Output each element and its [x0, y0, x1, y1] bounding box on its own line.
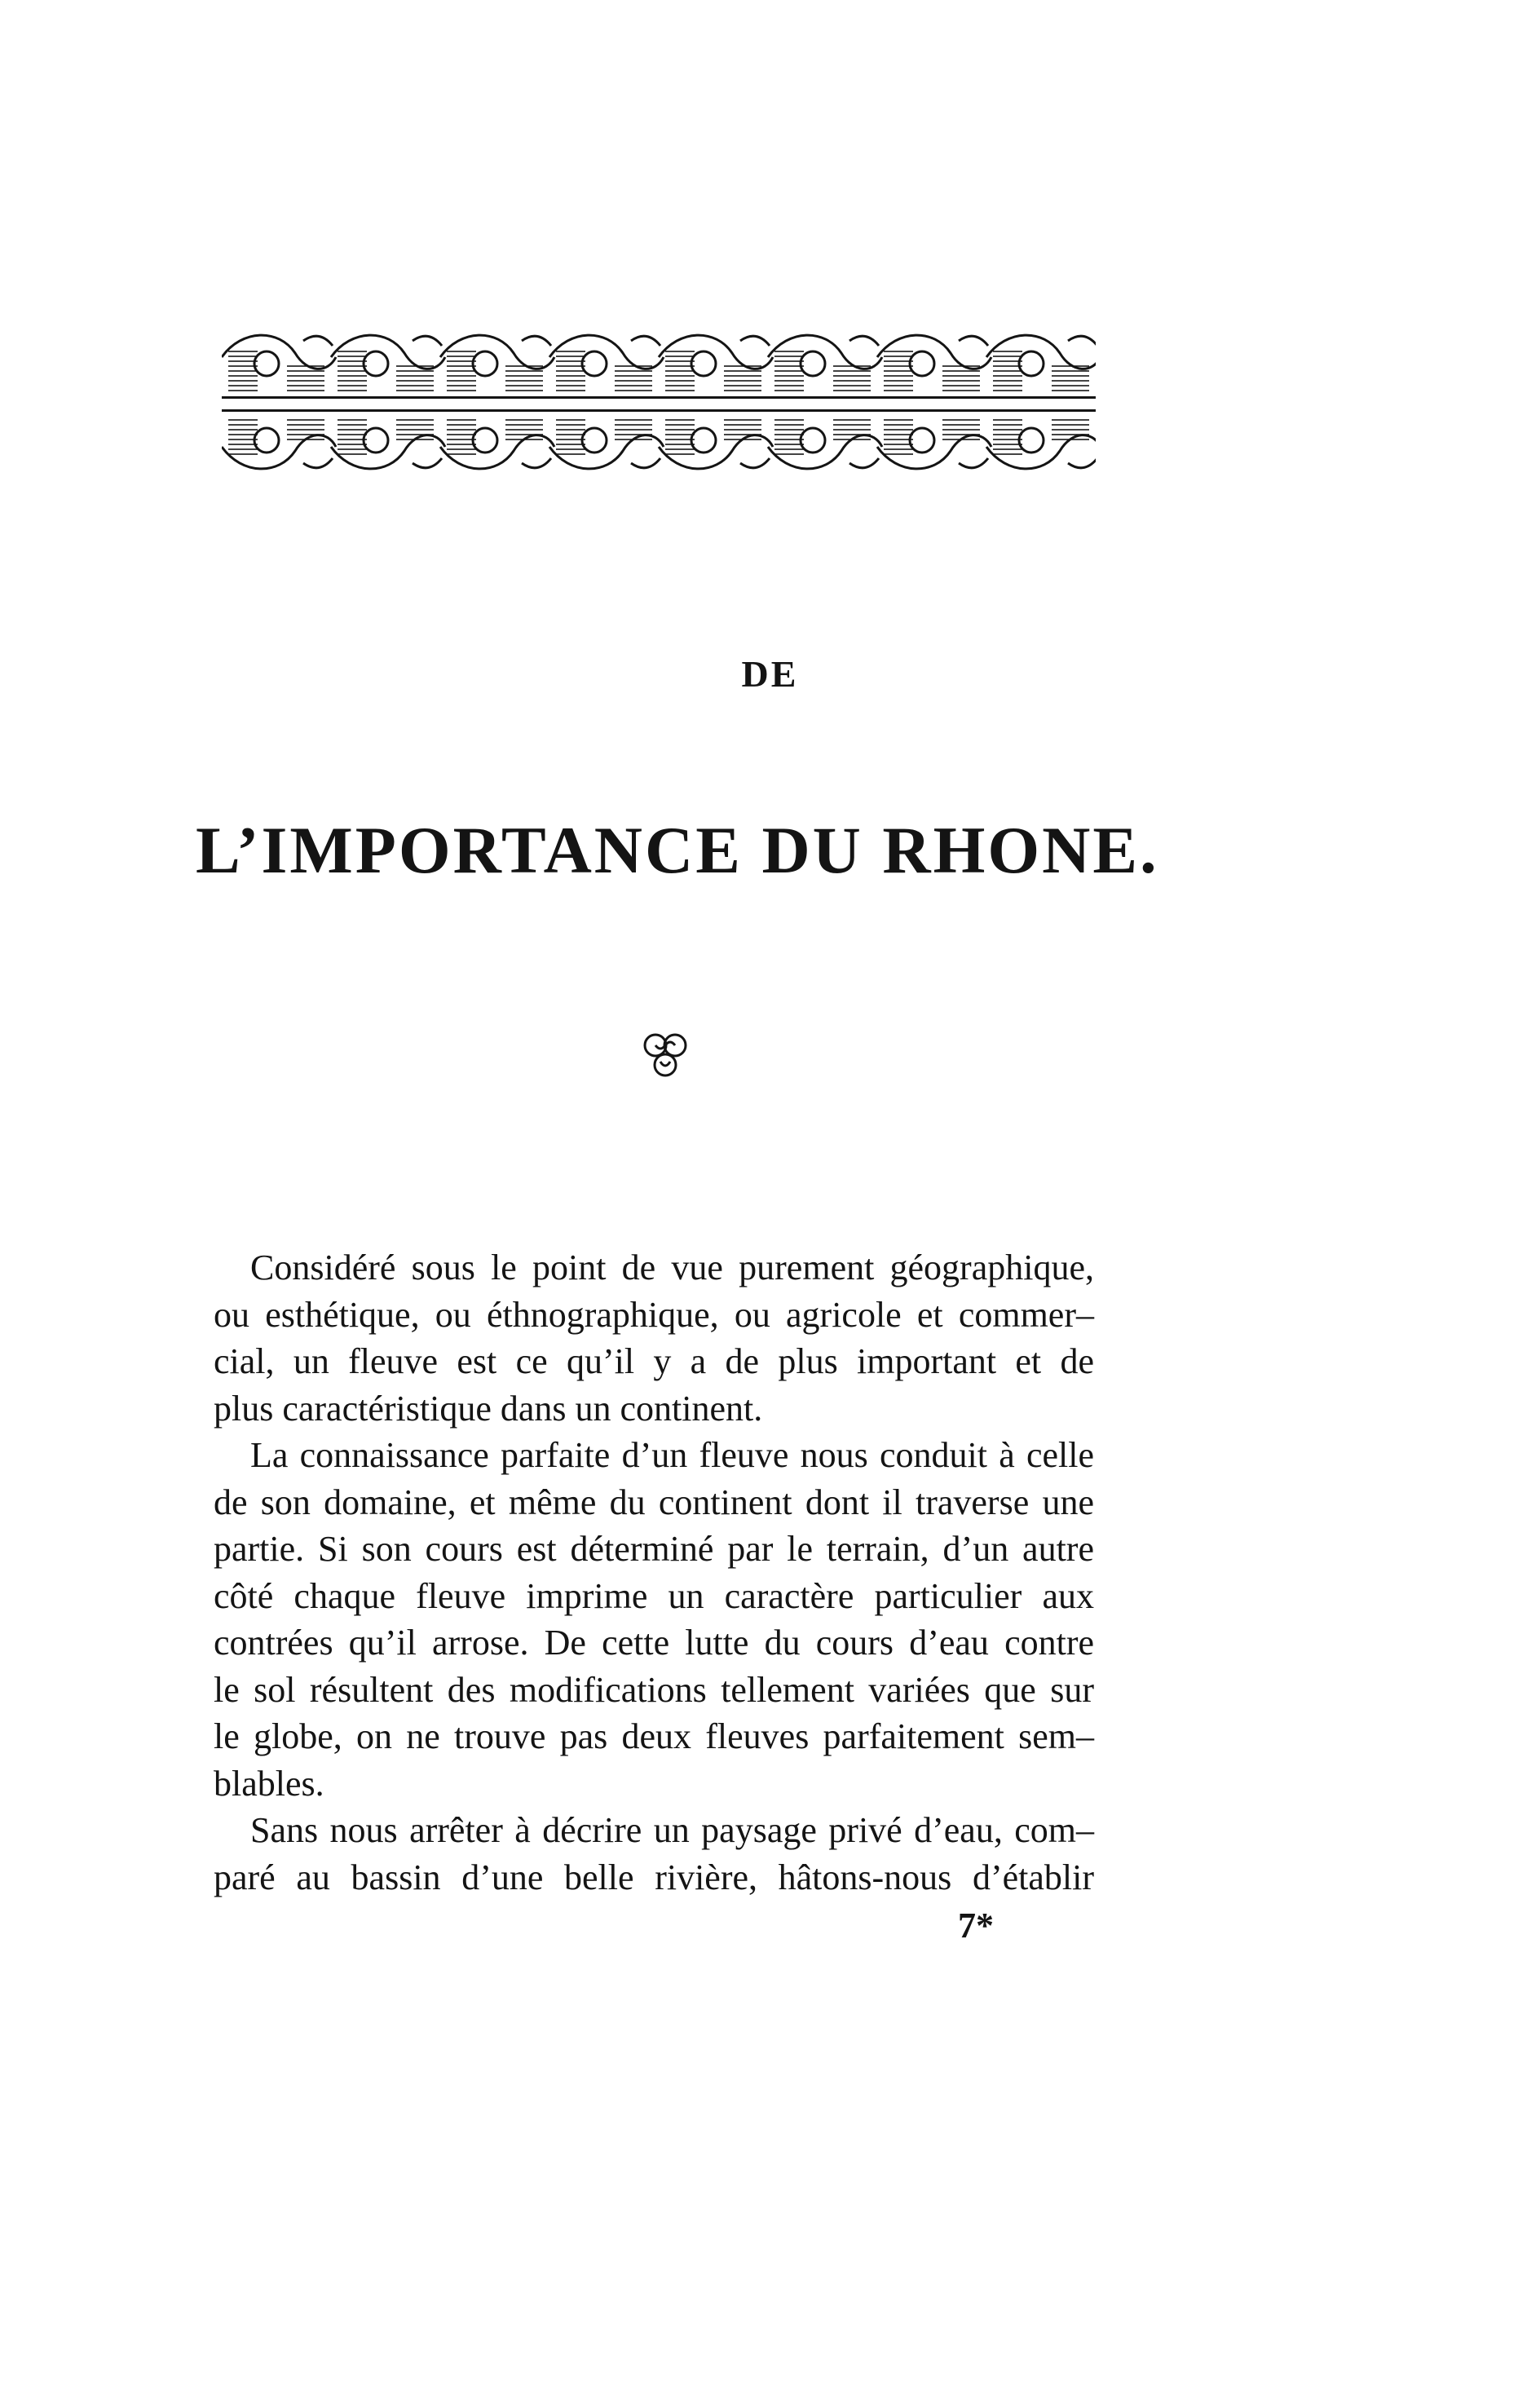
text-line: côté chaque fleuve imprime un caractère particulier aux: [214, 1575, 1094, 1616]
decorative-scroll-band-icon: [222, 325, 1096, 484]
signature-mark: 7*: [958, 1906, 994, 1945]
text-line: cial, un fleuve est ce qu’il y a de plus important et de: [214, 1341, 1094, 1381]
text-line: le globe, on ne trouve pas deux fleuves parfaitement sem–: [214, 1716, 1094, 1756]
text-line: contrées qu’il arrose. De cette lutte du cours d’eau contre: [214, 1623, 1094, 1663]
paragraph: [214, 1432, 1094, 1807]
text-line: ou esthétique, ou éthnographique, ou agricole et commer–: [214, 1294, 1094, 1335]
text-line: le sol résultent des modifications tellement variées que sur: [214, 1669, 1094, 1710]
chapter-title: L’IMPORTANCE DU RHONE.: [196, 813, 1159, 887]
paragraph: [214, 1244, 1094, 1432]
text-line: Sans nous arrêter à décrire un paysage privé d’eau, com–: [250, 1810, 1094, 1850]
paragraph: [214, 1807, 1094, 1901]
body-text: [214, 1244, 1094, 1901]
fleuron-icon: [638, 1029, 693, 1084]
text-line: de son domaine, et même du continent dont il traverse une: [214, 1482, 1094, 1522]
text-line: La connaissance parfaite d’un fleuve nous conduit à celle: [250, 1435, 1094, 1475]
text-line: partie. Si son cours est déterminé par le terrain, d’un autre: [214, 1529, 1094, 1569]
text-line: blables.: [214, 1763, 324, 1804]
section-prefix-heading: DE: [741, 653, 799, 695]
text-line: paré au bassin d’une belle rivière, hâtons-nous d’établir: [214, 1857, 1094, 1897]
text-line: plus caractéristique dans un continent.: [214, 1388, 763, 1429]
text-line: Considéré sous le point de vue purement géographique,: [250, 1248, 1094, 1287]
